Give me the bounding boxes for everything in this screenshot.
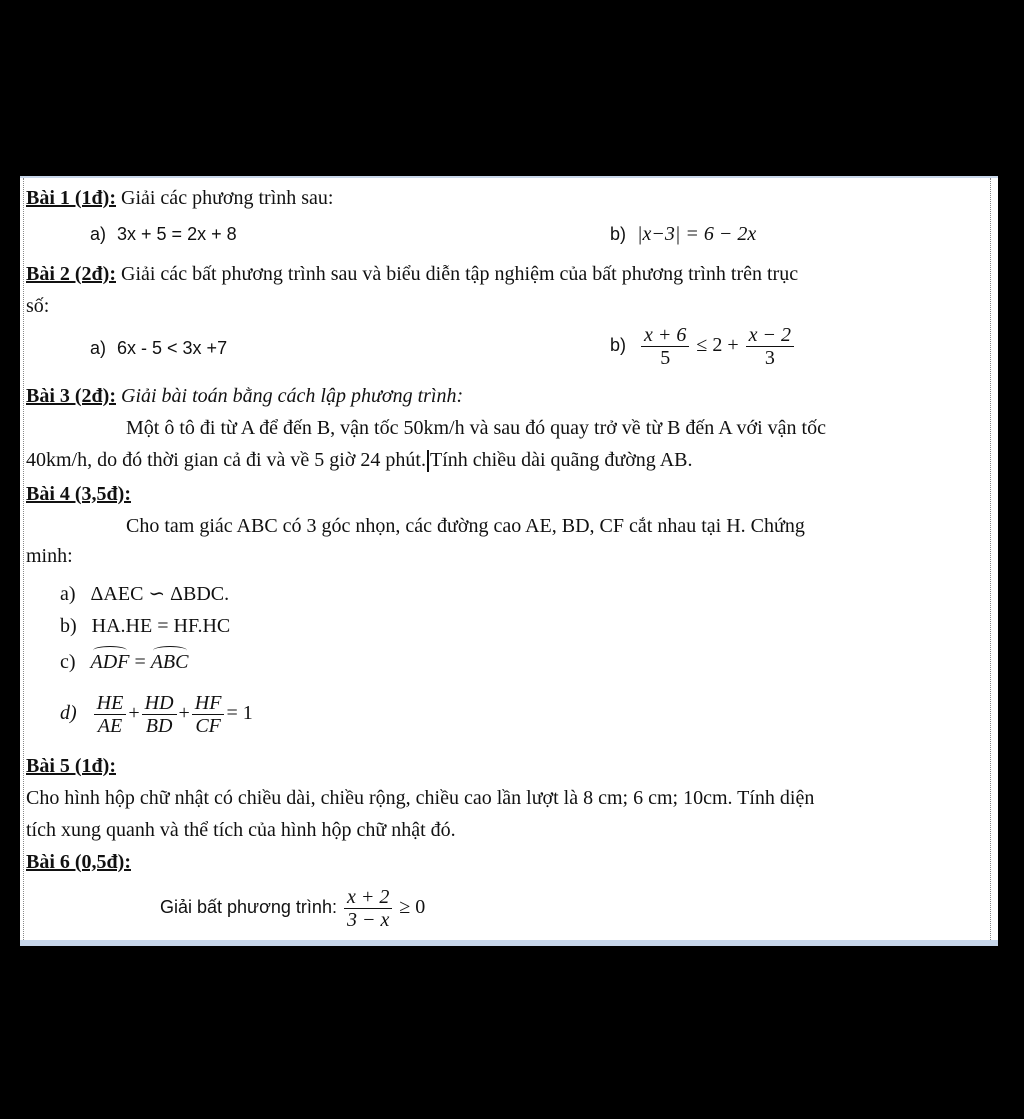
problem-4-heading (26, 482, 131, 506)
problem-4d-fraction-3: $\frac{HF}{CF}$ (192, 692, 225, 737)
problem-2b-fraction-1: $\frac{x + 6}{5}$ (641, 324, 689, 369)
document-page (20, 176, 998, 946)
left-margin-line (23, 178, 24, 940)
problem-1-heading (26, 186, 333, 210)
problem-4c: c) ADF = ABC (60, 651, 189, 673)
problem-3-subtitle: Giải bài toán bằng cách lập phương trình: (116, 385, 464, 407)
problem-1a: a) 3x + 5 = 2x + 8 (90, 224, 237, 244)
problem-5-title: Bài 5 (1đ): (26, 755, 116, 777)
problem-5-heading (26, 754, 116, 778)
problem-6-heading (26, 850, 131, 874)
problem-2-text: Giải các bất phương trình sau và biểu diễn tập nghiệm của bất phương trình trên trục (116, 263, 799, 285)
text-cursor (427, 450, 429, 472)
problem-4b: b) HA.HE = HF.HC (60, 615, 231, 637)
problem-4d-fraction-1: $\frac{HE}{AE}$ (94, 692, 127, 737)
problem-2-title: Bài 2 (2đ): (26, 263, 116, 285)
problem-4d: d) $\frac{HE}{AE}$ + $\frac{HD}{BD}$ + $\frac{HF}{CF}$ = 1 (60, 691, 253, 737)
problem-1-text: Giải các phương trình sau: (116, 187, 334, 209)
problem-6-fraction: $\frac{x + 2}{3 - x}$ (344, 886, 392, 931)
problem-3-line-1: Một ô tô đi từ A để đến B, vận tốc 50km/h và sau đó quay trở về từ B đến A với vận tốc (126, 417, 826, 439)
problem-4a: a) ΔAEC ∽ ΔBDC. (60, 583, 230, 605)
problem-5-line-2: tích xung quanh và thể tích của hình hộp chữ nhật đó. (26, 819, 456, 841)
problem-1b-expr: |x−3| = 6 − 2x (637, 223, 757, 245)
problem-2a-expr: 6x - 5 < 3x +7 (117, 338, 228, 358)
problem-3-line-2: 40km/h, do đó thời gian cả đi và về 5 giờ 24 phút. Tính chiều dài quãng đường AB. (26, 449, 693, 471)
problem-4c-expr: ADF = ABC (90, 651, 189, 673)
problem-4d-fraction-2: $\frac{HD}{BD}$ (142, 692, 177, 737)
problem-6-title: Bài 6 (0,5đ): (26, 851, 131, 873)
problem-6-inequality: Giải bất phương trình: $\frac{x + 2}{3 - x}$ ≥ 0 (160, 885, 426, 931)
problem-1b: b) |x−3| = 6 − 2x (610, 223, 757, 245)
problem-4-line-2: minh: (26, 545, 73, 567)
problem-4a-expr: ΔAEC ∽ ΔBDC. (90, 583, 230, 605)
problem-1-title: Bài 1 (1đ): (26, 187, 116, 209)
problem-5-line-1: Cho hình hộp chữ nhật có chiều dài, chiều rộng, chiều cao lần lượt là 8 cm; 6 cm; 10cm. Tính diện (26, 787, 815, 809)
problem-2b: b) $\frac{x + 6}{5}$ ≤ 2 + $\frac{x - 2}{3}$ (610, 322, 796, 369)
problem-3-title: Bài 3 (2đ): (26, 385, 116, 407)
right-margin-line (990, 178, 991, 940)
problem-2-heading (26, 262, 798, 286)
problem-4-title: Bài 4 (3,5đ): (26, 483, 131, 505)
problem-1a-expr: 3x + 5 = 2x + 8 (117, 224, 237, 244)
problem-3-heading (26, 384, 463, 408)
problem-4b-expr: HA.HE = HF.HC (91, 615, 231, 637)
problem-4-line-1: Cho tam giác ABC có 3 góc nhọn, các đường cao AE, BD, CF cắt nhau tại H. Chứng (126, 515, 805, 537)
problem-2a: a) 6x - 5 < 3x +7 (90, 338, 228, 358)
problem-2b-fraction-2: $\frac{x - 2}{3}$ (746, 324, 794, 369)
problem-2-text-cont: số: (26, 295, 50, 317)
